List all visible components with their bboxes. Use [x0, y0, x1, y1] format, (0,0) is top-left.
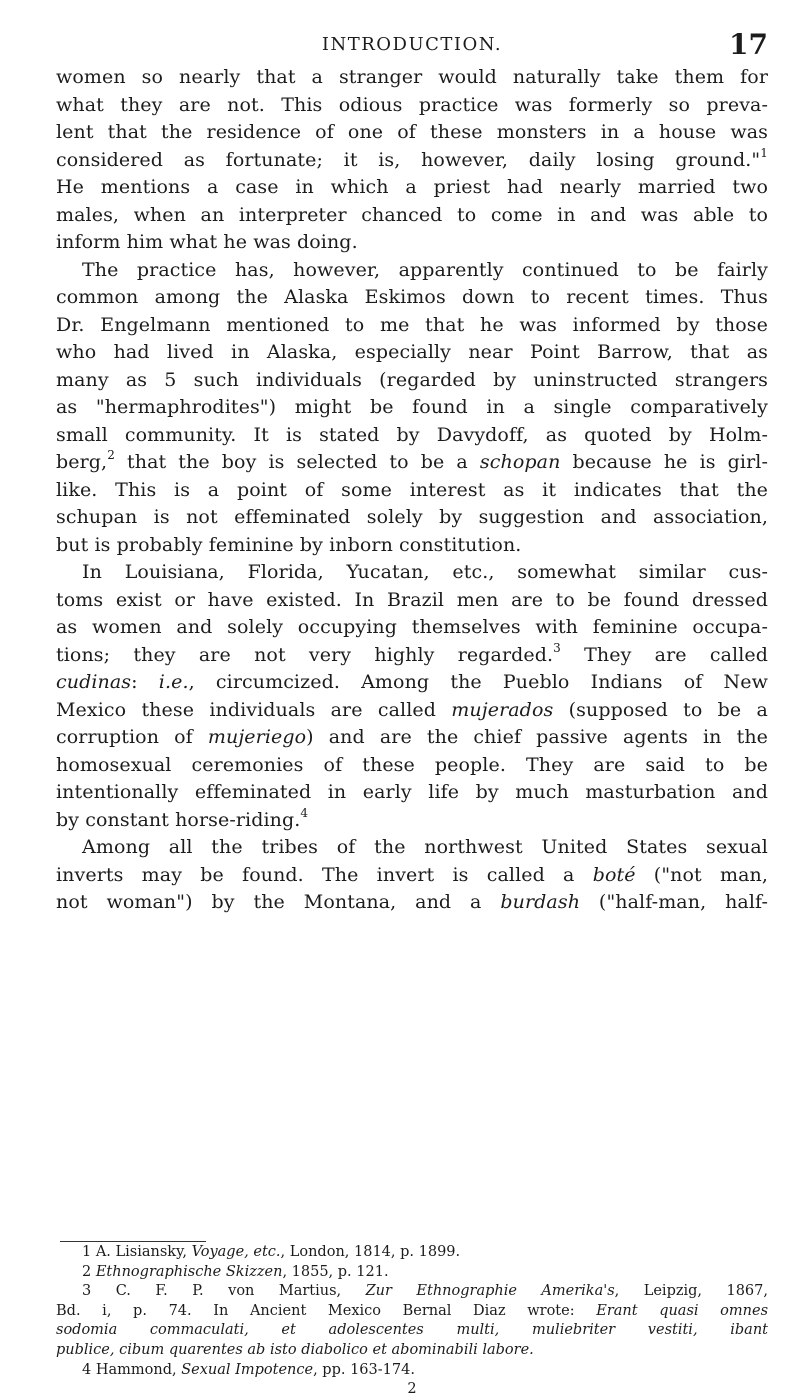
footnote-continuation: Bd. i, p. 74. In Ancient Mexico Bernal Diaz wrote: Erant quasi omnes	[56, 1302, 769, 1319]
text-line: inform him what he was doing.	[56, 231, 358, 253]
text-line: cudinas: i.e., circumcized. Among the Pueblo Indians of New	[56, 671, 768, 693]
text-line: berg,$^2$ that the boy is selected to be a schopan because he is girl-	[56, 448, 768, 473]
text-line: women so nearly that a stranger would naturally take them for	[56, 66, 768, 88]
footnote: 1 A. Lisiansky, Voyage, etc., London, 1814, p. 1899.	[82, 1244, 461, 1260]
text-line: homosexual ceremonies of these people. They are said to be	[56, 753, 768, 776]
text-line: intentionally effeminated in early life by much masturbation and	[56, 781, 768, 803]
body-text	[56, 64, 768, 917]
text-line: Among all the tribes of the northwest United States sexual	[82, 836, 768, 858]
footnote-ref: 3	[553, 640, 561, 655]
text-line: tions; they are not very highly regarded.$^3$ They are called	[56, 640, 768, 666]
footnote-continuation: sodomia commaculati, et adolescentes multi, muliebriter vestiti, ibant	[56, 1322, 768, 1339]
footnote-ref: 2	[107, 448, 115, 462]
footnote-ref: 1	[760, 145, 768, 160]
text-line: males, when an interpreter chanced to come in and was able to	[56, 203, 768, 226]
footnote: 4 Hammond, Sexual Impotence, pp. 163-174.	[82, 1361, 415, 1378]
text-line: as "hermaphrodites") might be found in a single comparatively	[56, 396, 768, 418]
page-number: 17	[729, 28, 768, 61]
footnote-ref: 4	[300, 805, 309, 820]
text-line: common among the Alaska Eskimos down to recent times. Thus	[56, 286, 768, 308]
text-line: not woman") by the Montana, and a burdash ("half-man, half-	[56, 891, 769, 913]
text-line: who had lived in Alaska, especially near Point Barrow, that as	[56, 341, 768, 363]
footnote: 2 Ethnographische Skizzen, 1855, p. 121.	[82, 1263, 389, 1280]
text-line: but is probably feminine by inborn constitution.	[56, 533, 522, 556]
text-line: lent that the residence of one of these monsters in a house was	[56, 121, 768, 143]
text-line: small community. It is stated by Davydoff, as quoted by Holm-	[56, 423, 768, 446]
text-line: what they are not. This odious practice was formerly so preva-	[56, 93, 768, 116]
text-line: as women and solely occupying themselves with feminine occupa-	[56, 616, 768, 638]
text-line: Dr. Engelmann mentioned to me that he was informed by those	[56, 313, 768, 336]
footnote-continuation: publice, cibum quarentes ab isto diabolico et abominabili labore.	[56, 1341, 534, 1358]
text-line: schupan is not effeminated solely by suggestion and association,	[56, 506, 768, 528]
text-line: He mentions a case in which a priest had nearly married two	[56, 176, 768, 198]
text-line: considered as fortunate; it is, however, daily losing ground."$^1$	[56, 145, 768, 171]
text-line: corruption of mujeriego) and are the chief passive agents in the	[56, 726, 769, 748]
signature-mark: 2	[407, 1381, 417, 1398]
text-line: many as 5 such individuals (regarded by uninstructed strangers	[56, 368, 768, 391]
text-line: The practice has, however, apparently continued to be fairly	[82, 258, 768, 281]
text-line: Mexico these individuals are called mujerados (supposed to be a	[56, 698, 768, 721]
footnote-divider	[60, 1241, 206, 1242]
text-line: by constant horse-riding.$^4$	[56, 805, 309, 831]
running-head: INTRODUCTION.	[321, 34, 503, 55]
text-line: inverts may be found. The invert is called a boté ("not man,	[56, 863, 768, 886]
text-line: like. This is a point of some interest as it indicates that the	[56, 478, 768, 501]
footnote: 3 C. F. P. von Martius, Zur Ethnographie Amerika's, Leipzig, 1867,	[82, 1283, 768, 1300]
page-header	[56, 28, 768, 64]
text-line: toms exist or have existed. In Brazil men are to be found dressed	[56, 588, 768, 611]
text-line: In Louisiana, Florida, Yucatan, etc., somewhat similar cus-	[82, 561, 768, 583]
footnotes	[56, 1243, 768, 1400]
